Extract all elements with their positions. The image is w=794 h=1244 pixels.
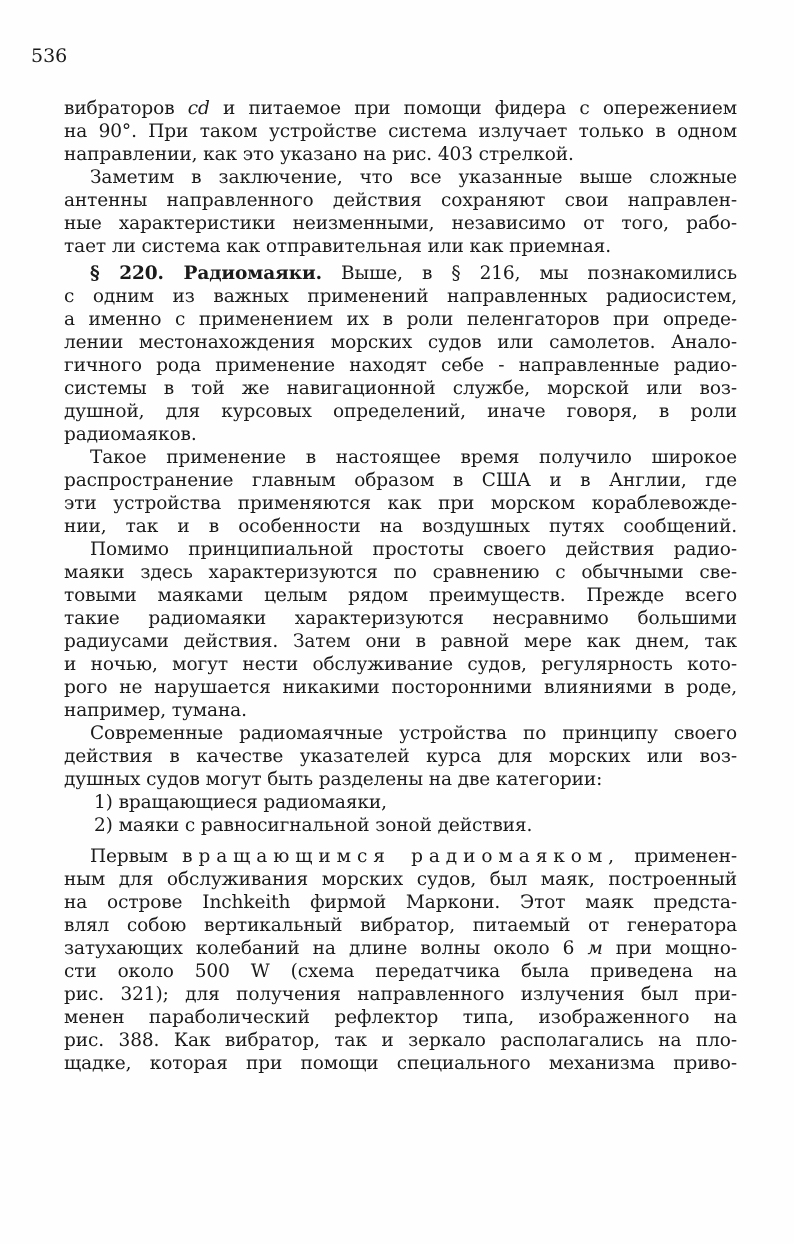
text-line bbox=[64, 446, 737, 469]
text-run: щадке, которая при помощи специального механизма приво- bbox=[64, 1053, 737, 1074]
text-run: ным для обслуживания морских судов, был маяк, построенный bbox=[64, 869, 737, 890]
text-line bbox=[64, 983, 737, 1006]
text-line bbox=[64, 891, 737, 914]
bold-text-run: § 220. Радиомаяки. bbox=[90, 263, 322, 284]
text-line bbox=[64, 97, 737, 120]
text-run: тает ли система как отправительная или как приемная. bbox=[64, 236, 611, 257]
text-run: менен параболический рефлектор типа, изображенного на bbox=[64, 1007, 737, 1028]
text-line bbox=[64, 937, 737, 960]
spaced-text-run: вращающимся радиомаяком, bbox=[182, 846, 620, 867]
italic-text-run: cd bbox=[187, 98, 210, 119]
text-line bbox=[64, 845, 737, 868]
text-run: затухающих колебаний на длине волны около 6 bbox=[64, 938, 588, 959]
text-run: действия в качестве указателей курса для морских или воз- bbox=[64, 746, 737, 767]
list-item bbox=[64, 791, 737, 814]
text-run: 1) вращающиеся радиомаяки, bbox=[94, 792, 387, 813]
text-run: ные характеристики неизменными, независимо от того, рабо- bbox=[64, 213, 737, 234]
text-line bbox=[64, 676, 737, 699]
text-line bbox=[64, 189, 737, 212]
text-line bbox=[64, 745, 737, 768]
text-run: антенны направленного действия сохраняют свои направлен- bbox=[64, 190, 737, 211]
text-run: маяки здесь характеризуются по сравнению с обычными све- bbox=[64, 562, 737, 583]
text-run: эти устройства применяются как при морском кораблевожде- bbox=[64, 493, 737, 514]
text-run: системы в той же навигационной службе, морской или воз- bbox=[64, 378, 737, 399]
text-block bbox=[64, 97, 737, 1075]
text-run: и ночью, могут нести обслуживание судов, регулярность кото- bbox=[64, 654, 737, 675]
paragraph bbox=[64, 722, 737, 791]
text-run: а именно с применением их в роли пеленгаторов при опреде- bbox=[64, 309, 737, 330]
text-line bbox=[64, 285, 737, 308]
text-line bbox=[64, 914, 737, 937]
text-run: при мощно- bbox=[602, 938, 737, 959]
text-line bbox=[64, 166, 737, 189]
text-line bbox=[64, 561, 737, 584]
text-run: на острове Inchkeith фирмой Маркони. Этот маяк предста- bbox=[64, 892, 737, 913]
text-line bbox=[64, 699, 737, 722]
text-line bbox=[64, 262, 737, 285]
text-run: рис. 321); для получения направленного излучения был при- bbox=[64, 984, 737, 1005]
numbered-list bbox=[64, 791, 737, 837]
text-run: Выше, в § 216, мы познакомились bbox=[321, 263, 737, 284]
text-line bbox=[64, 308, 737, 331]
text-run: Заметим в заключение, что все указанные выше сложные bbox=[90, 167, 737, 188]
text-line bbox=[64, 1052, 737, 1075]
text-line bbox=[64, 492, 737, 515]
italic-text-run: м bbox=[587, 938, 603, 959]
text-run: применен- bbox=[619, 846, 737, 867]
list-item bbox=[64, 814, 737, 837]
text-line bbox=[64, 400, 737, 423]
text-line bbox=[64, 331, 737, 354]
text-run: рис. 388. Как вибратор, так и зеркало располагались на пло- bbox=[64, 1030, 737, 1051]
text-run: на 90°. При таком устройстве система излучает только в одном bbox=[64, 121, 737, 142]
text-line bbox=[64, 868, 737, 891]
text-run: нии, так и в особенности на воздушных путях сообщений. bbox=[64, 516, 737, 537]
text-line bbox=[64, 1006, 737, 1029]
text-run: радиомаяков. bbox=[64, 424, 197, 445]
text-run: гичного рода применение находят себе - направленные радио- bbox=[64, 355, 737, 376]
text-run: и питаемое при помощи фидера с опережением bbox=[209, 98, 737, 119]
text-line bbox=[64, 423, 737, 446]
text-line bbox=[64, 653, 737, 676]
text-run: с одним из важных применений направленных радиосистем, bbox=[64, 286, 737, 307]
paragraph bbox=[64, 166, 737, 258]
text-run: распространение главным образом в США и в Англии, где bbox=[64, 470, 737, 491]
text-line bbox=[64, 768, 737, 791]
page-number: 536 bbox=[31, 45, 68, 67]
text-line bbox=[64, 354, 737, 377]
text-line bbox=[64, 515, 737, 538]
text-run: Такое применение в настоящее время получило широкое bbox=[90, 447, 737, 468]
text-run: например, тумана. bbox=[64, 700, 247, 721]
text-line bbox=[64, 1029, 737, 1052]
text-run: душной, для курсовых определений, иначе говоря, в роли bbox=[64, 401, 737, 422]
text-line bbox=[64, 377, 737, 400]
text-run: Помимо принципиальной простоты своего действия радио- bbox=[90, 539, 737, 560]
text-run: душных судов могут быть разделены на две категории: bbox=[64, 769, 603, 790]
text-run: рого не нарушается никакими посторонними влияниями в роде, bbox=[64, 677, 737, 698]
text-run: вибраторов bbox=[64, 98, 188, 119]
text-line bbox=[64, 120, 737, 143]
paragraph bbox=[64, 97, 737, 166]
text-line bbox=[64, 630, 737, 653]
text-run: товыми маяками целым рядом преимуществ. Прежде всего bbox=[64, 585, 737, 606]
text-line bbox=[64, 143, 737, 166]
text-run: такие радиомаяки характеризуются несравнимо большими bbox=[64, 608, 737, 629]
text-line bbox=[64, 584, 737, 607]
paragraph bbox=[64, 845, 737, 1075]
text-line bbox=[64, 960, 737, 983]
text-run: радиусами действия. Затем они в равной мере как днем, так bbox=[64, 631, 737, 652]
text-run: влял собою вертикальный вибратор, питаемый от генератора bbox=[64, 915, 737, 936]
text-line bbox=[64, 469, 737, 492]
text-run: 2) маяки с равносигнальной зоной действия. bbox=[94, 815, 533, 836]
text-run: направлении, как это указано на рис. 403 стрелкой. bbox=[64, 144, 574, 165]
text-line bbox=[64, 538, 737, 561]
text-run: Первым bbox=[90, 846, 183, 867]
text-run: Современные радиомаячные устройства по принципу своего bbox=[90, 723, 737, 744]
text-line bbox=[64, 212, 737, 235]
text-line bbox=[64, 235, 737, 258]
paragraph bbox=[64, 446, 737, 538]
text-run: лении местонахождения морских судов или самолетов. Анало- bbox=[64, 332, 737, 353]
text-line bbox=[64, 722, 737, 745]
paragraph bbox=[64, 538, 737, 722]
text-line bbox=[64, 607, 737, 630]
paragraph bbox=[64, 262, 737, 446]
text-run: сти около 500 W (схема передатчика была приведена на bbox=[64, 961, 737, 982]
